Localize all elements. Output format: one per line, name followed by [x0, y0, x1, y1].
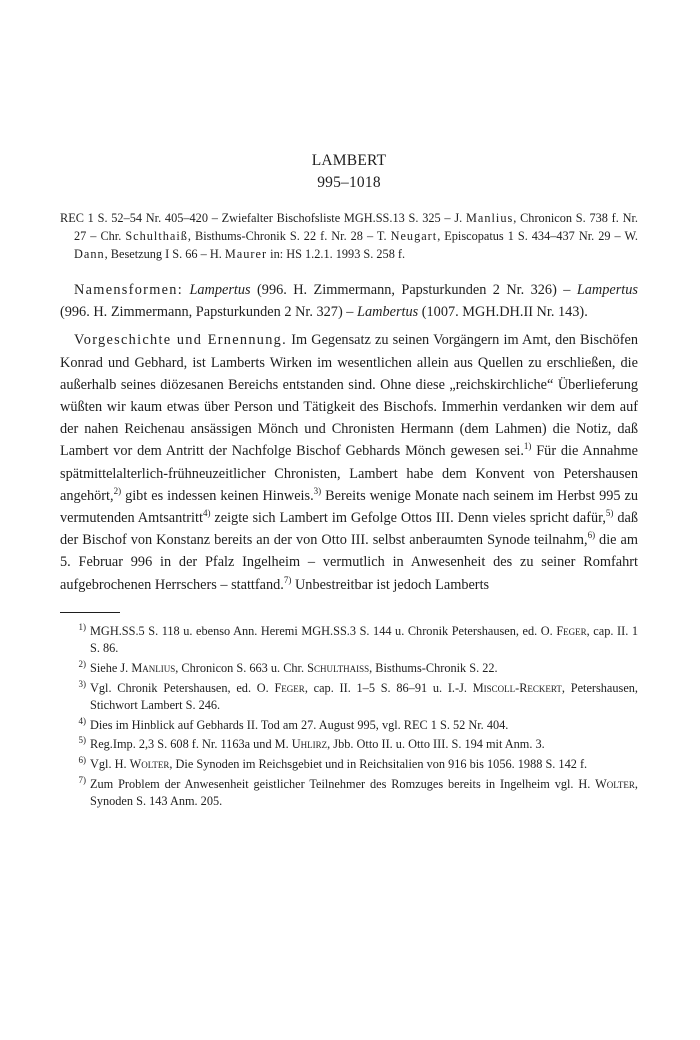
vorgeschichte-paragraph: Vorgeschichte und Ernennung. Im Gegensatz zu seinen Vorgängern im Amt, den Bischöfen Konrad und Gebhard, ist Lamberts Wirken im wesentlichen allein aus Quellen zu erschließen, die außerhalb seines diözesanen Bereichs entstanden sind. Ohne diese „reichskirchliche“ Überlieferung wüßten wir kaum etwas über Person und Tätigkeit des Bischofs. Immerhin verdanken wir dem auf der nahen Reichenau ansässigen Mönch und Chronisten Hermann (dem Lahmen) die Notiz, daß Lambert vor dem Antritt der Nachfolge Bischof Gebhards Mönch gewesen sei.$^{1)}$ Für die Annahme spätmittelalterlich-frühneuzeitlicher Chronisten, Lambert habe dem Konvent von Petershausen angehört,$^{2)}$ gibt es indessen keinen Hinweis.$^{3)}$ Bereits wenige Monate nach seinem im Herbst 995 zu vermutenden Amtsantritt$^{4)}$ zeigte sich Lambert im Gefolge Ottos III. Denn vieles spricht dafür,$^{5)}$ daß der Bischof von Konstanz bereits an der von Otto III. selbst anberaumten Synode teilnahm,$^{6)}$ die am 5. Februar 996 in der Pfalz Ingelheim – vermutlich in Anwesenheit des zu seiner Romfahrt aufgebrochenen Herrschers – stattfand.$^{7)}$ Unbestreitbar ist jedoch Lamberts — [60, 332, 639, 593]
section-label: Namensformen: — [74, 282, 184, 298]
document-page — [60, 150, 638, 813]
page-title: LAMBERT — [311, 152, 387, 169]
footnote-ref: 1) — [523, 441, 532, 452]
sources-bibliography: REC 1 S. 52–54 Nr. 405–420 – Zwiefalter Bischofsliste MGH.SS.13 S. 325 – J. Manlius, Chronicon S. 738 f. Nr. 27 – Chr. Schulthaiß, Bisthums-Chronik S. 22 f. Nr. 28 – T. Neugart, Episcopatus 1 S. 434–437 Nr. 29 – W. Dann, Besetzung I S. 66 – H. Maurer in: HS 1.2.1. 1993 S. 258 f. — [60, 211, 638, 261]
footnote-ref: 3) — [313, 486, 322, 497]
footnote: $^{5)}$ Reg.Imp. 2,3 S. 608 f. Nr. 1163a und M. Uhlirz, Jbb. Otto II. u. Otto III. S. 194 mit Anm. 3. — [78, 735, 545, 752]
footnote-ref: 4) — [202, 508, 211, 519]
footnote: $^{4)}$ Dies im Hinblick auf Gebhards II. Tod am 27. August 995, vgl. REC 1 S. 52 Nr. 404. — [78, 715, 509, 732]
footnote-ref: 2) — [113, 486, 122, 497]
footnote-divider — [60, 612, 120, 613]
footnote: $^{7)}$ Zum Problem der Anwesenheit geistlicher Teilnehmer des Romzuges bereits in Ingelheim vgl. H. Wolter, Synoden S. 143 Anm. 205. — [78, 774, 638, 809]
footnote-ref: 5) — [605, 508, 614, 519]
episcopate-dates: 995–1018 — [317, 174, 381, 191]
namensformen-paragraph: Namensformen: Lampertus (996. H. Zimmermann, Papsturkunden 2 Nr. 326) – Lampertus (996. H. Zimmermann, Papsturkunden 2 Nr. 327) – Lambertus (1007. MGH.DH.II Nr. 143). — [60, 282, 638, 321]
footnote: $^{6)}$ Vgl. H. Wolter, Die Synoden im Reichsgebiet und in Reichsitalien von 916 bis 1056. 1988 S. 142 f. — [78, 754, 588, 771]
footnote-ref: 7) — [283, 574, 292, 585]
footnote: $^{1)}$ MGH.SS.5 S. 118 u. ebenso Ann. Heremi MGH.SS.3 S. 144 u. Chronik Petershausen, ed. O. Feger, cap. II. 1 S. 86. — [78, 621, 638, 656]
footnote-ref: 6) — [587, 530, 596, 541]
footnote: $^{3)}$ Vgl. Chronik Petershausen, ed. O. Feger, cap. II. 1–5 S. 86–91 u. I.-J. Miscoll-Reckert, Petershausen, Stichwort Lambert S. 246. — [78, 678, 638, 713]
footnote: $^{2)}$ Siehe J. Manlius, Chronicon S. 663 u. Chr. Schulthaiß, Bisthums-Chronik S. 22. — [78, 658, 498, 676]
section-label: Vorgeschichte und Ernennung. — [74, 332, 287, 349]
